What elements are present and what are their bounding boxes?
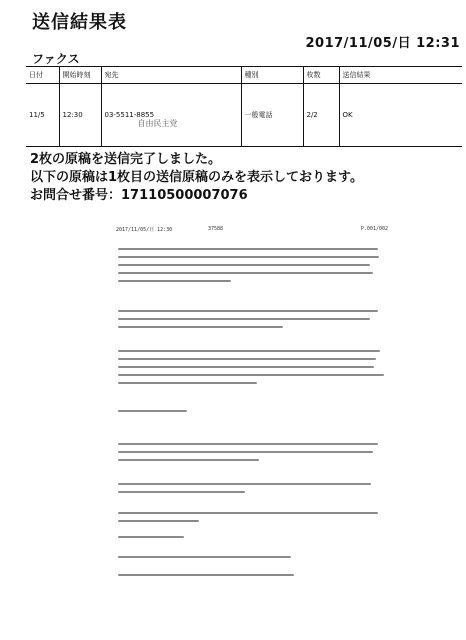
thumbnail-text-line [118, 574, 294, 576]
thumbnail-text-line [118, 483, 371, 485]
thumbnail-text-line [118, 512, 378, 514]
thumbnail-text-line [118, 248, 378, 250]
thumbnail-text-line [118, 318, 370, 320]
column-header: 開始時刻 [59, 67, 101, 84]
preview-note: 以下の原稿は1枚目の送信原稿のみを表示しております。 [30, 170, 364, 185]
inquiry-label: お問合せ番号： [30, 188, 122, 203]
column-header: 送信結果 [339, 67, 462, 84]
thumbnail-text-line [118, 382, 257, 384]
table-row [26, 84, 462, 147]
report-title: 送信結果表 [32, 12, 127, 33]
column-header: 種別 [241, 67, 303, 84]
thumbnail-page-number: P.001/002 [360, 226, 388, 232]
thumbnail-text-line [118, 410, 187, 412]
transmission-log-table [26, 66, 462, 147]
cell-type: 一般電話 [241, 84, 303, 147]
thumbnail-text-line [118, 366, 374, 368]
handwritten-note: 自由民主党 [137, 119, 178, 128]
section-label: ファクス [32, 52, 80, 66]
thumbnail-header [116, 226, 388, 236]
sent-page-thumbnail [112, 218, 392, 598]
thumbnail-text-line [118, 536, 184, 538]
thumbnail-id: 37588 [208, 226, 224, 232]
thumbnail-text-line [118, 443, 378, 445]
destination-number: 03-5511-8855 [104, 111, 155, 119]
thumbnail-text-line [118, 358, 376, 360]
cell-destination [101, 84, 241, 147]
thumbnail-text-line [118, 272, 373, 274]
thumbnail-text-line [118, 326, 283, 328]
table-header-row [26, 67, 462, 84]
report-datetime: 2017/11/05/日 12:31 [305, 36, 460, 51]
thumbnail-text-line [118, 520, 199, 522]
thumbnail-text-line [118, 256, 379, 258]
inquiry-number: 17110500007076 [121, 188, 248, 203]
thumbnail-timestamp: 2017/11/05/日 12:30 [116, 227, 173, 233]
thumbnail-text-line [118, 310, 378, 312]
column-header: 日付 [26, 67, 59, 84]
column-header: 宛先 [101, 67, 241, 84]
cell-start-time: 12:30 [59, 84, 101, 147]
thumbnail-text-line [118, 350, 380, 352]
thumbnail-text-line [118, 264, 370, 266]
column-header: 枚数 [303, 67, 339, 84]
cell-pages: 2/2 [303, 84, 339, 147]
inquiry-number-line [30, 184, 248, 203]
cell-date: 11/5 [26, 84, 59, 147]
thumbnail-text-line [118, 374, 384, 376]
cell-result: OK [339, 84, 462, 147]
thumbnail-text-line [118, 280, 231, 282]
thumbnail-text-line [118, 451, 373, 453]
thumbnail-text-line [118, 491, 245, 493]
thumbnail-text-line [118, 459, 259, 461]
thumbnail-text-line [118, 556, 291, 558]
completion-message: 2枚の原稿を送信完了しました。 [30, 152, 222, 167]
